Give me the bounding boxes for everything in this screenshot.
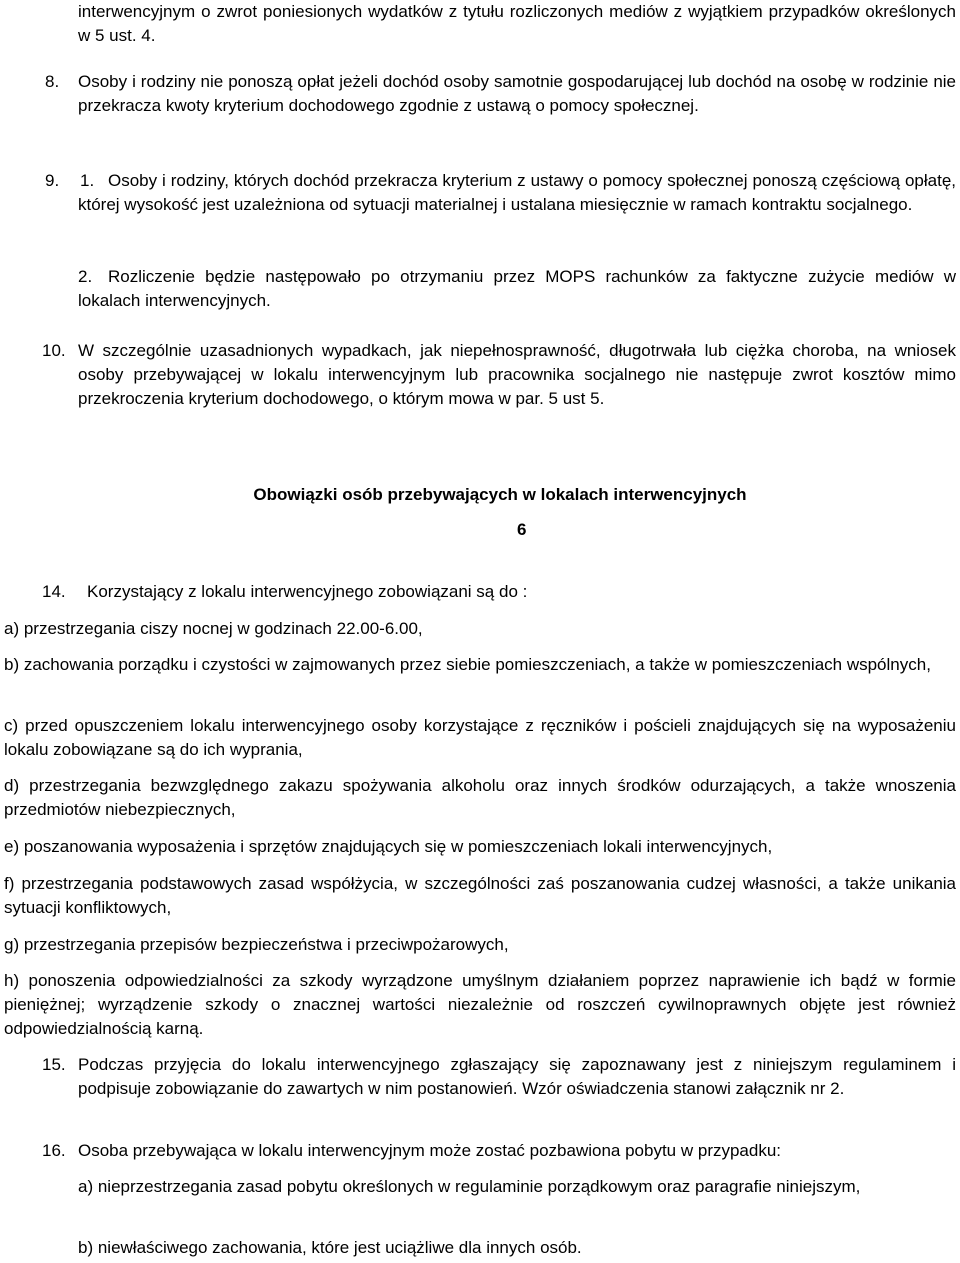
item-15-number: 15.	[42, 1055, 66, 1074]
item-9-sub-1-text: Osoby i rodziny, których dochód przekracza kryterium z ustawy o pomocy społecznej ponoszą częściową opłatę, której wysokość jest uzależniona od sytuacji materialnej i ustalana miesięcznie w ramach kontraktu socjalnego.	[78, 171, 956, 214]
item-16-b: b) niewłaściwego zachowania, które jest uciążliwe dla innych osób.	[78, 1238, 582, 1257]
item-14-d: d) przestrzegania bezwzględnego zakazu spożywania alkoholu oraz innych środków odurzających, a także wnoszenia przedmiotów niebezpiecznych,	[4, 776, 956, 819]
item-14-g: g) przestrzegania przepisów bezpieczeństwa i przeciwpożarowych,	[4, 935, 509, 954]
item-14-f: f) przestrzegania podstawowych zasad współżycia, w szczególności zaś poszanowania cudzej własności, a także unikania sytuacji konfliktowych,	[4, 874, 956, 917]
item-16-text: Osoba przebywająca w lokalu interwencyjnym może zostać pozbawiona pobytu w przypadku:	[78, 1141, 782, 1160]
item-8-number: 8.	[45, 72, 60, 91]
item-10-number: 10.	[42, 341, 66, 360]
item-14-c: c) przed opuszczeniem lokalu interwencyjnego osoby korzystające z ręczników i pościeli znajdujących się na wyposażeniu lokalu zobowiązane są do ich wyprania,	[4, 716, 956, 759]
item-14-number: 14.	[42, 582, 66, 601]
section-heading: Obowiązki osób przebywających w lokalach interwencyjnych	[253, 485, 747, 504]
item-9-number: 9.	[45, 171, 60, 190]
item-15-text: Podczas przyjęcia do lokalu interwencyjnego zgłaszający się zapoznawany jest z niniejszym regulaminem i podpisuje zobowiązanie do zawartych w nim postanowień. Wzór oświadczenia stanowi załącznik nr 2.	[78, 1055, 956, 1098]
item-9-sub-2-text: Rozliczenie będzie następowało po otrzymaniu przez MOPS rachunków za faktyczne zużycie mediów w lokalach interwencyjnych.	[78, 267, 956, 310]
item-16-number: 16.	[42, 1141, 66, 1160]
top-continuation-paragraph: interwencyjnym o zwrot poniesionych wydatków z tytułu rozliczonych mediów z wyjątkiem przypadków określonych w 5 ust. 4.	[78, 2, 956, 45]
item-9-sub-1-number: 1.	[80, 171, 95, 190]
section-number: 6	[517, 520, 527, 539]
item-10-text: W szczególnie uzasadnionych wypadkach, jak niepełnosprawność, długotrwała lub ciężka choroba, na wniosek osoby przebywającej w lokalu interwencyjnym lub pracownika socjalnego nie następuje zwrot kosztów mimo przekroczenia kryterium dochodowego, o którym mowa w par. 5 ust 5.	[78, 341, 956, 408]
item-14-text: Korzystający z lokalu interwencyjnego zobowiązani są do :	[87, 582, 528, 601]
item-14-e: e) poszanowania wyposażenia i sprzętów znajdujących się w pomieszczeniach lokali interwencyjnych,	[4, 837, 773, 856]
item-14-b: b) zachowania porządku i czystości w zajmowanych przez siebie pomieszczeniach, a także w pomieszczeniach wspólnych,	[4, 655, 931, 674]
item-9-sub-2-number: 2.	[78, 267, 93, 286]
item-16-a: a) nieprzestrzegania zasad pobytu określonych w regulaminie porządkowym oraz paragrafie niniejszym,	[78, 1177, 861, 1196]
item-8-text: Osoby i rodziny nie ponoszą opłat jeżeli dochód osoby samotnie gospodarującej lub dochód na osobę w rodzinie nie przekracza kwoty kryterium dochodowego zgodnie z ustawą o pomocy społecznej.	[78, 72, 956, 115]
item-14-h: h) ponoszenia odpowiedzialności za szkody wyrządzone umyślnym działaniem poprzez naprawienie ich bądź w formie pieniężnej; wyrządzenie szkody o znacznej wartości niezależnie od roszczeń cywilnoprawnych objęte jest również odpowiedzialnością karną.	[4, 971, 956, 1038]
item-14-a: a) przestrzegania ciszy nocnej w godzinach 22.00-6.00,	[4, 619, 423, 638]
